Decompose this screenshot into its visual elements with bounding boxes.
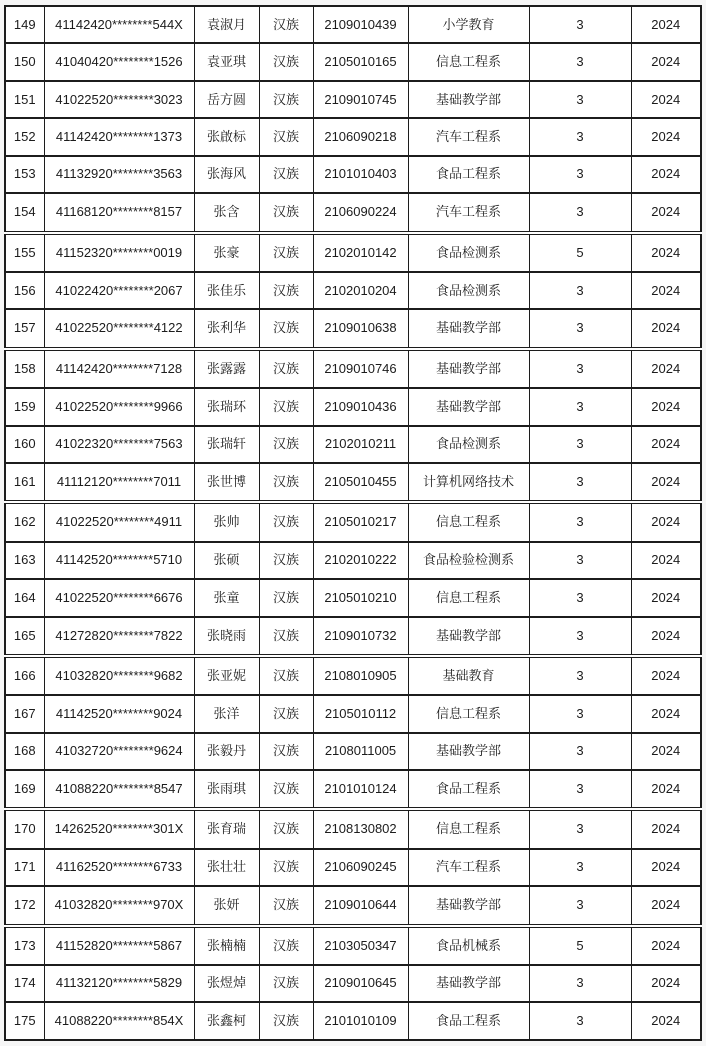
cell-index: 159: [5, 388, 44, 425]
cell-index: 149: [5, 6, 44, 43]
cell-department: 信息工程系: [408, 502, 529, 541]
cell-department: 食品工程系: [408, 156, 529, 193]
cell-index: 170: [5, 809, 44, 848]
table-row: [5, 193, 701, 232]
table-row: [5, 579, 701, 616]
cell-department: 计算机网络技术: [408, 463, 529, 502]
cell-department: 汽车工程系: [408, 118, 529, 155]
cell-ethnicity: 汉族: [259, 926, 313, 965]
cell-department: 汽车工程系: [408, 849, 529, 886]
cell-name: 张鑫柯: [194, 1002, 259, 1040]
table-row: [5, 695, 701, 732]
cell-student_number: 2105010112: [313, 695, 408, 732]
cell-year: 2024: [631, 579, 701, 616]
cell-name: 张童: [194, 579, 259, 616]
cell-index: 150: [5, 43, 44, 80]
table-row: [5, 886, 701, 925]
cell-duration_years: 3: [529, 43, 631, 80]
cell-ethnicity: 汉族: [259, 886, 313, 925]
cell-ethnicity: 汉族: [259, 656, 313, 695]
cell-duration_years: 3: [529, 809, 631, 848]
cell-year: 2024: [631, 733, 701, 770]
cell-name: 张利华: [194, 309, 259, 348]
cell-index: 166: [5, 656, 44, 695]
cell-year: 2024: [631, 809, 701, 848]
cell-duration_years: 3: [529, 770, 631, 809]
cell-name: 张含: [194, 193, 259, 232]
cell-year: 2024: [631, 233, 701, 272]
cell-year: 2024: [631, 426, 701, 463]
cell-student_number: 2102010204: [313, 272, 408, 309]
cell-year: 2024: [631, 463, 701, 502]
cell-index: 156: [5, 272, 44, 309]
cell-duration_years: 5: [529, 233, 631, 272]
cell-ethnicity: 汉族: [259, 965, 313, 1002]
cell-department: 信息工程系: [408, 579, 529, 616]
cell-student_number: 2103050347: [313, 926, 408, 965]
cell-duration_years: 3: [529, 118, 631, 155]
cell-masked_id_number: 41022520********6676: [44, 579, 194, 616]
cell-duration_years: 3: [529, 886, 631, 925]
cell-masked_id_number: 41162520********6733: [44, 849, 194, 886]
cell-year: 2024: [631, 849, 701, 886]
cell-index: 160: [5, 426, 44, 463]
cell-student_number: 2109010746: [313, 349, 408, 388]
table-row: [5, 770, 701, 809]
cell-duration_years: 3: [529, 193, 631, 232]
cell-ethnicity: 汉族: [259, 6, 313, 43]
cell-index: 157: [5, 309, 44, 348]
cell-ethnicity: 汉族: [259, 809, 313, 848]
cell-index: 165: [5, 617, 44, 656]
cell-ethnicity: 汉族: [259, 156, 313, 193]
cell-duration_years: 5: [529, 926, 631, 965]
cell-index: 151: [5, 81, 44, 118]
cell-year: 2024: [631, 388, 701, 425]
cell-student_number: 2109010745: [313, 81, 408, 118]
cell-duration_years: 3: [529, 309, 631, 348]
cell-department: 基础教学部: [408, 349, 529, 388]
cell-ethnicity: 汉族: [259, 309, 313, 348]
cell-ethnicity: 汉族: [259, 118, 313, 155]
cell-masked_id_number: 41152820********5867: [44, 926, 194, 965]
cell-duration_years: 3: [529, 502, 631, 541]
cell-name: 张毅丹: [194, 733, 259, 770]
table-row: [5, 965, 701, 1002]
cell-masked_id_number: 41142520********9024: [44, 695, 194, 732]
cell-index: 152: [5, 118, 44, 155]
cell-ethnicity: 汉族: [259, 695, 313, 732]
cell-department: 基础教学部: [408, 81, 529, 118]
cell-year: 2024: [631, 617, 701, 656]
cell-duration_years: 3: [529, 388, 631, 425]
cell-masked_id_number: 41040420********1526: [44, 43, 194, 80]
table-row: [5, 81, 701, 118]
cell-student_number: 2108130802: [313, 809, 408, 848]
cell-year: 2024: [631, 886, 701, 925]
cell-name: 张瑞轩: [194, 426, 259, 463]
cell-duration_years: 3: [529, 579, 631, 616]
table-row: [5, 809, 701, 848]
cell-department: 食品机械系: [408, 926, 529, 965]
cell-student_number: 2109010638: [313, 309, 408, 348]
cell-department: 汽车工程系: [408, 193, 529, 232]
cell-student_number: 2102010222: [313, 542, 408, 579]
table-row: [5, 388, 701, 425]
cell-masked_id_number: 41168120********8157: [44, 193, 194, 232]
cell-year: 2024: [631, 502, 701, 541]
cell-index: 169: [5, 770, 44, 809]
table-row: [5, 6, 701, 43]
cell-masked_id_number: 41032720********9624: [44, 733, 194, 770]
table-row: [5, 118, 701, 155]
cell-name: 岳方圆: [194, 81, 259, 118]
cell-ethnicity: 汉族: [259, 849, 313, 886]
cell-ethnicity: 汉族: [259, 233, 313, 272]
cell-name: 张壮壮: [194, 849, 259, 886]
cell-name: 张煜焯: [194, 965, 259, 1002]
cell-masked_id_number: 41032820********970X: [44, 886, 194, 925]
cell-masked_id_number: 41132920********3563: [44, 156, 194, 193]
cell-department: 食品检验检测系: [408, 542, 529, 579]
table-row: [5, 733, 701, 770]
cell-index: 154: [5, 193, 44, 232]
cell-duration_years: 3: [529, 1002, 631, 1040]
cell-department: 基础教学部: [408, 733, 529, 770]
cell-ethnicity: 汉族: [259, 617, 313, 656]
cell-ethnicity: 汉族: [259, 272, 313, 309]
cell-student_number: 2109010439: [313, 6, 408, 43]
cell-index: 173: [5, 926, 44, 965]
cell-department: 食品检测系: [408, 233, 529, 272]
cell-department: 信息工程系: [408, 809, 529, 848]
cell-year: 2024: [631, 43, 701, 80]
cell-ethnicity: 汉族: [259, 1002, 313, 1040]
cell-name: 张育瑞: [194, 809, 259, 848]
cell-masked_id_number: 41142520********5710: [44, 542, 194, 579]
cell-duration_years: 3: [529, 349, 631, 388]
cell-name: 张世博: [194, 463, 259, 502]
cell-year: 2024: [631, 965, 701, 1002]
table-row: [5, 926, 701, 965]
cell-duration_years: 3: [529, 463, 631, 502]
cell-department: 食品检测系: [408, 426, 529, 463]
cell-year: 2024: [631, 309, 701, 348]
cell-name: 张洋: [194, 695, 259, 732]
table-row: [5, 1002, 701, 1040]
cell-student_number: 2105010165: [313, 43, 408, 80]
cell-ethnicity: 汉族: [259, 349, 313, 388]
cell-ethnicity: 汉族: [259, 770, 313, 809]
table-row: [5, 233, 701, 272]
table-row: [5, 502, 701, 541]
cell-ethnicity: 汉族: [259, 733, 313, 770]
cell-ethnicity: 汉族: [259, 388, 313, 425]
cell-name: 张雨琪: [194, 770, 259, 809]
cell-department: 小学教育: [408, 6, 529, 43]
cell-name: 袁淑月: [194, 6, 259, 43]
cell-department: 食品工程系: [408, 1002, 529, 1040]
cell-index: 164: [5, 579, 44, 616]
cell-ethnicity: 汉族: [259, 579, 313, 616]
cell-duration_years: 3: [529, 542, 631, 579]
cell-year: 2024: [631, 81, 701, 118]
cell-name: 张啟标: [194, 118, 259, 155]
cell-name: 张楠楠: [194, 926, 259, 965]
cell-duration_years: 3: [529, 733, 631, 770]
cell-student_number: 2105010217: [313, 502, 408, 541]
cell-masked_id_number: 41032820********9682: [44, 656, 194, 695]
cell-department: 基础教育: [408, 656, 529, 695]
cell-student_number: 2105010210: [313, 579, 408, 616]
table-row: [5, 849, 701, 886]
cell-index: 167: [5, 695, 44, 732]
cell-masked_id_number: 41022520********4911: [44, 502, 194, 541]
cell-masked_id_number: 41022520********9966: [44, 388, 194, 425]
cell-student_number: 2101010124: [313, 770, 408, 809]
table-row: [5, 349, 701, 388]
cell-duration_years: 3: [529, 617, 631, 656]
cell-index: 175: [5, 1002, 44, 1040]
cell-ethnicity: 汉族: [259, 43, 313, 80]
cell-year: 2024: [631, 156, 701, 193]
cell-duration_years: 3: [529, 6, 631, 43]
cell-year: 2024: [631, 349, 701, 388]
roster-body: [5, 6, 701, 1040]
cell-department: 食品检测系: [408, 272, 529, 309]
table-row: [5, 617, 701, 656]
cell-student_number: 2106090218: [313, 118, 408, 155]
table-row: [5, 43, 701, 80]
cell-student_number: 2108010905: [313, 656, 408, 695]
cell-index: 174: [5, 965, 44, 1002]
cell-department: 基础教学部: [408, 965, 529, 1002]
cell-ethnicity: 汉族: [259, 81, 313, 118]
cell-masked_id_number: 41142420********1373: [44, 118, 194, 155]
cell-year: 2024: [631, 926, 701, 965]
cell-year: 2024: [631, 6, 701, 43]
cell-index: 155: [5, 233, 44, 272]
cell-student_number: 2101010403: [313, 156, 408, 193]
cell-department: 信息工程系: [408, 43, 529, 80]
cell-duration_years: 3: [529, 695, 631, 732]
cell-masked_id_number: 41152320********0019: [44, 233, 194, 272]
cell-name: 张豪: [194, 233, 259, 272]
cell-student_number: 2109010436: [313, 388, 408, 425]
cell-duration_years: 3: [529, 965, 631, 1002]
cell-masked_id_number: 41088220********8547: [44, 770, 194, 809]
cell-department: 基础教学部: [408, 388, 529, 425]
table-row: [5, 656, 701, 695]
cell-duration_years: 3: [529, 656, 631, 695]
cell-ethnicity: 汉族: [259, 463, 313, 502]
cell-department: 基础教学部: [408, 886, 529, 925]
cell-ethnicity: 汉族: [259, 502, 313, 541]
table-row: [5, 309, 701, 348]
cell-name: 张海风: [194, 156, 259, 193]
cell-name: 张佳乐: [194, 272, 259, 309]
cell-department: 食品工程系: [408, 770, 529, 809]
cell-year: 2024: [631, 1002, 701, 1040]
cell-student_number: 2108011005: [313, 733, 408, 770]
cell-department: 信息工程系: [408, 695, 529, 732]
cell-index: 163: [5, 542, 44, 579]
cell-student_number: 2106090245: [313, 849, 408, 886]
cell-ethnicity: 汉族: [259, 542, 313, 579]
cell-ethnicity: 汉族: [259, 193, 313, 232]
cell-index: 158: [5, 349, 44, 388]
cell-masked_id_number: 41142420********7128: [44, 349, 194, 388]
cell-name: 张露露: [194, 349, 259, 388]
cell-year: 2024: [631, 272, 701, 309]
cell-name: 张晓雨: [194, 617, 259, 656]
cell-year: 2024: [631, 656, 701, 695]
cell-name: 张瑞环: [194, 388, 259, 425]
cell-masked_id_number: 41022520********3023: [44, 81, 194, 118]
cell-student_number: 2102010211: [313, 426, 408, 463]
cell-masked_id_number: 41142420********544X: [44, 6, 194, 43]
table-row: [5, 542, 701, 579]
cell-student_number: 2105010455: [313, 463, 408, 502]
cell-student_number: 2109010732: [313, 617, 408, 656]
cell-masked_id_number: 41022420********2067: [44, 272, 194, 309]
table-row: [5, 463, 701, 502]
cell-index: 161: [5, 463, 44, 502]
cell-duration_years: 3: [529, 156, 631, 193]
cell-masked_id_number: 14262520********301X: [44, 809, 194, 848]
cell-masked_id_number: 41088220********854X: [44, 1002, 194, 1040]
cell-duration_years: 3: [529, 426, 631, 463]
cell-name: 袁亚琪: [194, 43, 259, 80]
cell-name: 张妍: [194, 886, 259, 925]
cell-masked_id_number: 41022320********7563: [44, 426, 194, 463]
student-roster-table: [4, 5, 702, 1041]
cell-index: 168: [5, 733, 44, 770]
cell-year: 2024: [631, 118, 701, 155]
cell-name: 张亚妮: [194, 656, 259, 695]
cell-index: 172: [5, 886, 44, 925]
cell-name: 张帅: [194, 502, 259, 541]
cell-department: 基础教学部: [408, 617, 529, 656]
cell-student_number: 2106090224: [313, 193, 408, 232]
cell-masked_id_number: 41022520********4122: [44, 309, 194, 348]
cell-duration_years: 3: [529, 81, 631, 118]
cell-masked_id_number: 41272820********7822: [44, 617, 194, 656]
cell-year: 2024: [631, 770, 701, 809]
cell-name: 张硕: [194, 542, 259, 579]
cell-ethnicity: 汉族: [259, 426, 313, 463]
cell-duration_years: 3: [529, 272, 631, 309]
table-row: [5, 156, 701, 193]
cell-year: 2024: [631, 193, 701, 232]
cell-student_number: 2109010644: [313, 886, 408, 925]
cell-year: 2024: [631, 695, 701, 732]
cell-student_number: 2102010142: [313, 233, 408, 272]
cell-index: 171: [5, 849, 44, 886]
cell-year: 2024: [631, 542, 701, 579]
table-row: [5, 426, 701, 463]
cell-index: 162: [5, 502, 44, 541]
cell-student_number: 2109010645: [313, 965, 408, 1002]
cell-masked_id_number: 41112120********7011: [44, 463, 194, 502]
cell-duration_years: 3: [529, 849, 631, 886]
cell-index: 153: [5, 156, 44, 193]
table-row: [5, 272, 701, 309]
cell-department: 基础教学部: [408, 309, 529, 348]
cell-student_number: 2101010109: [313, 1002, 408, 1040]
cell-masked_id_number: 41132120********5829: [44, 965, 194, 1002]
